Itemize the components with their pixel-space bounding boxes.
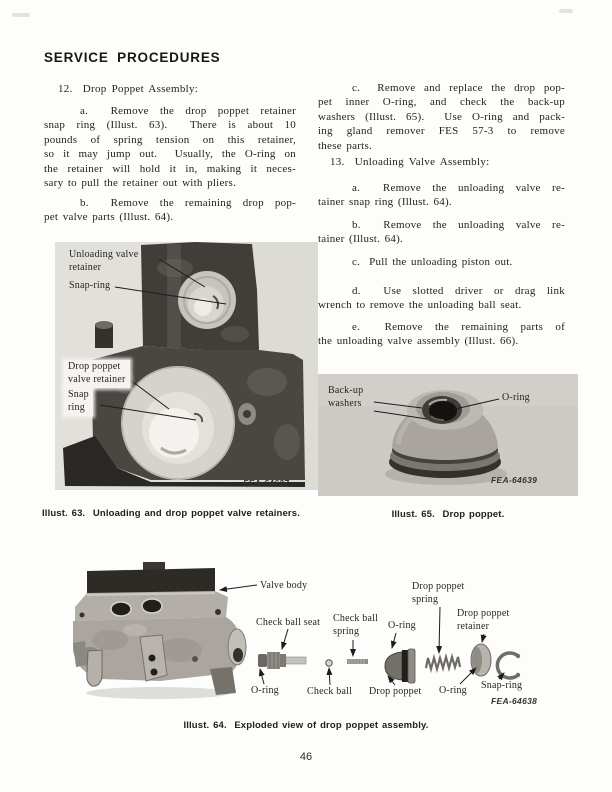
paragraph-13c: c. Pull the unloading piston out.	[352, 256, 513, 268]
section-12-heading: 12. Drop Poppet Assembly:	[58, 83, 199, 95]
photo-code-fea-64638: FEA-64638	[491, 696, 538, 706]
paragraph-12c: c. Remove and replace the drop pop- pet inner O-ring, and check the back-up washers (Illust. 65). Use O-ring and pack- ing gland remover FES 57-3 to remove these parts.	[318, 82, 565, 152]
label-drop-poppet-retainer: Drop poppet retainer	[457, 608, 510, 632]
photo-code-fea-64639: FEA-64639	[491, 475, 538, 485]
figure-65	[318, 374, 578, 496]
label-drop-poppet-valve-retainer: Drop poppet valve retainer	[64, 360, 130, 388]
label-check-ball: Check ball	[307, 686, 353, 697]
paragraph-13e: e. Remove the remaining parts of the unloading valve assembly (Illust. 66).	[318, 321, 565, 348]
figure-63	[55, 242, 318, 490]
label-o-ring-retainer: O-ring	[439, 685, 467, 696]
section-13-heading: 13. Unloading Valve Assembly:	[330, 156, 490, 168]
label-o-ring-seat: O-ring	[251, 685, 279, 696]
paragraph-13b: b. Remove the unloading valve re- tainer (Illust. 64).	[318, 219, 565, 246]
caption-illust-63: Illust. 63. Unloading and drop poppet valve retainers.	[41, 508, 301, 519]
figure-64	[40, 555, 590, 715]
label-valve-body: Valve body	[260, 580, 308, 591]
paragraph-12a: a. Remove the drop poppet retainer snap ring (Illust. 63). There is about 10 pounds of spring tension on this retainer, so it may jump out. Usually, the O-ring on the retainer will hold it in, making it neces- sary to pull the retainer out with pliers.	[44, 105, 296, 190]
page-title: SERVICE PROCEDURES	[44, 50, 221, 65]
paragraph-12b: b. Remove the remaining drop pop- pet valve parts (Illust. 64).	[44, 197, 296, 224]
label-snap-ring-upper: Snap-ring	[69, 280, 111, 291]
label-snap-ring-lower: Snap ring	[64, 388, 93, 416]
paragraph-13a: a. Remove the unloading valve re- tainer snap ring (Illust. 64).	[318, 182, 565, 209]
photo-code-fea-64637: FEA-64637	[243, 478, 290, 488]
label-backup-washers: Back-up washers	[328, 385, 364, 409]
label-snap-ring: Snap-ring	[481, 680, 523, 691]
label-unloading-valve-retainer: Unloading valve retainer	[69, 249, 139, 273]
scan-smudge	[559, 9, 573, 13]
label-o-ring: O-ring	[502, 392, 530, 403]
scan-smudge	[12, 13, 30, 17]
label-o-ring-poppet: O-ring	[388, 620, 416, 631]
caption-illust-65: Illust. 65. Drop poppet.	[391, 509, 505, 520]
label-check-ball-spring: Check ball spring	[333, 613, 379, 637]
paragraph-13d: d. Use slotted driver or drag link wrench to remove the unloading ball seat.	[318, 285, 565, 312]
label-drop-poppet-spring: Drop poppet spring	[412, 581, 465, 605]
label-check-ball-seat: Check ball seat	[256, 617, 321, 628]
label-drop-poppet: Drop poppet	[369, 686, 422, 697]
page-number: 46	[299, 751, 313, 763]
caption-illust-64: Illust. 64. Exploded view of drop poppet assembly.	[183, 720, 429, 731]
